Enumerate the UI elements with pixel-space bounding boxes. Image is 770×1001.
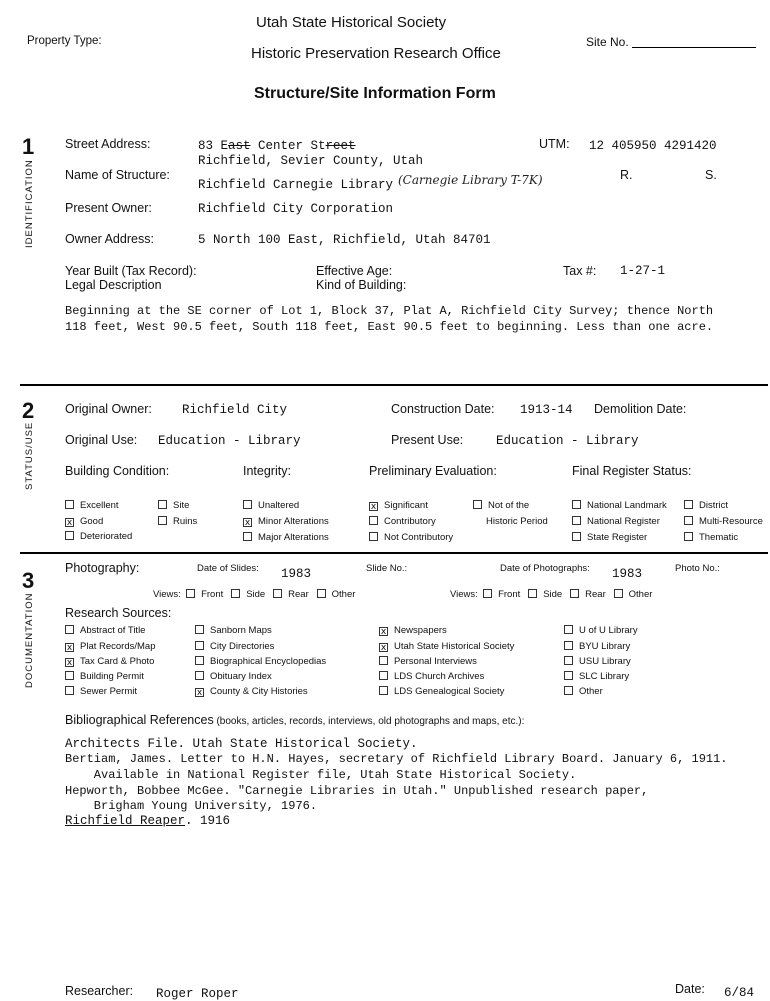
- src-newspapers[interactable]: x Newspapers: [380, 625, 447, 637]
- property-type-label: Property Type:: [27, 35, 102, 47]
- option-site[interactable]: Site: [158, 500, 189, 511]
- photos-views: [450, 589, 652, 600]
- src-abstract-of-title[interactable]: Abstract of Title: [65, 625, 145, 636]
- legal-description-line1: Beginning at the SE corner of Lot 1, Block 37, Plat A, Richfield City Survey; thence North: [65, 304, 714, 318]
- src-building-permit[interactable]: Building Permit: [65, 671, 144, 682]
- section-divider-2: [20, 552, 768, 554]
- src-uofu-library[interactable]: U of U Library: [564, 625, 638, 636]
- name-handwritten-note: (Carnegie Library T-7K): [398, 173, 543, 187]
- owner-address-label: Owner Address:: [65, 232, 154, 246]
- researcher-value: Roger Roper: [156, 987, 239, 1001]
- src-county-histories[interactable]: x County & City Histories: [196, 686, 308, 698]
- option-excellent[interactable]: Excellent: [65, 500, 119, 511]
- legal-description-label: Legal Description: [65, 278, 162, 292]
- name-of-structure-label: Name of Structure:: [65, 168, 170, 182]
- photo-no-label: Photo No.:: [675, 563, 720, 574]
- slides-view-side[interactable]: Side: [231, 589, 265, 600]
- src-tax-card[interactable]: x Tax Card & Photo: [66, 656, 155, 668]
- photos-view-other[interactable]: Other: [614, 589, 653, 600]
- src-sewer-permit[interactable]: Sewer Permit: [65, 686, 137, 697]
- present-owner-value: Richfield City Corporation: [198, 202, 394, 216]
- option-national-landmark[interactable]: National Landmark: [572, 500, 667, 511]
- src-sanborn-maps[interactable]: Sanborn Maps: [195, 625, 272, 636]
- src-ushs[interactable]: x Utah State Historical Society: [380, 641, 515, 653]
- option-historic-period-text: Historic Period: [486, 516, 548, 527]
- construction-date-label: Construction Date:: [391, 402, 495, 416]
- org-name: Utah State Historical Society: [256, 14, 447, 31]
- site-no: [586, 35, 756, 49]
- form-title: Structure/Site Information Form: [254, 85, 496, 102]
- section-3-tag: DOCUMENTATION: [24, 592, 35, 688]
- final-register-status-label: Final Register Status:: [572, 464, 692, 478]
- option-minor-alterations[interactable]: x Minor Alterations: [244, 516, 329, 528]
- src-other[interactable]: Other: [564, 686, 603, 697]
- option-not-of-historic-period[interactable]: Not of the: [473, 500, 529, 511]
- src-biographical[interactable]: Biographical Encyclopedias: [195, 656, 326, 667]
- option-multi-resource[interactable]: Multi-Resource: [684, 516, 763, 527]
- utm-value: 12 405950 4291420: [589, 139, 717, 153]
- utm-label: UTM:: [539, 137, 570, 151]
- date-of-photographs-label: Date of Photographs:: [500, 563, 590, 574]
- option-national-register[interactable]: National Register: [572, 516, 660, 527]
- present-use-label: Present Use:: [391, 433, 464, 447]
- section-1-number: 1: [22, 134, 35, 159]
- present-owner-label: Present Owner:: [65, 201, 152, 215]
- s-label: S.: [705, 168, 717, 182]
- photos-views-label: Views:: [450, 589, 478, 600]
- site-no-label: Site No.: [586, 35, 629, 49]
- present-use-value: Education - Library: [496, 434, 639, 448]
- researcher-label: Researcher:: [65, 984, 134, 998]
- original-owner-label: Original Owner:: [65, 402, 152, 416]
- site-no-blank[interactable]: [632, 35, 756, 48]
- option-state-register[interactable]: State Register: [572, 532, 647, 543]
- slides-views: [153, 589, 355, 600]
- date-label: Date:: [675, 982, 705, 996]
- src-lds-archives[interactable]: LDS Church Archives: [379, 671, 484, 682]
- bib-line-4: Hepworth, Bobbee McGee. "Carnegie Libraries in Utah." Unpublished research paper,: [65, 784, 649, 798]
- src-slc-library[interactable]: SLC Library: [564, 671, 629, 682]
- date-value: 6/84: [724, 986, 755, 1000]
- date-of-photographs-value: 1983: [612, 567, 643, 581]
- name-of-structure-value: Richfield Carnegie Library: [198, 178, 394, 192]
- date-of-slides-label: Date of Slides:: [197, 563, 259, 574]
- src-personal-interviews[interactable]: Personal Interviews: [379, 656, 477, 667]
- legal-description-line2: 118 feet, West 90.5 feet, South 118 feet, East 90.5 feet to beginning. Less than one acre.: [65, 320, 714, 334]
- slides-view-rear[interactable]: Rear: [273, 589, 309, 600]
- integrity-label: Integrity:: [243, 464, 291, 478]
- slide-no-label: Slide No.:: [366, 563, 408, 574]
- option-ruins[interactable]: Ruins: [158, 516, 197, 527]
- bibliographical-references-label: Bibliographical References (books, articles, records, interviews, old photographs and maps, etc.):: [65, 713, 525, 727]
- original-owner-value: Richfield City: [182, 403, 288, 417]
- owner-address-value: 5 North 100 East, Richfield, Utah 84701: [198, 233, 491, 247]
- street-address-label: Street Address:: [65, 137, 151, 151]
- option-major-alterations[interactable]: Major Alterations: [243, 532, 329, 543]
- bib-line-2: Bertiam, James. Letter to H.N. Hayes, secretary of Richfield Library Board. January 6, 1911.: [65, 752, 728, 766]
- src-obituary-index[interactable]: Obituary Index: [195, 671, 272, 682]
- photography-label: Photography:: [65, 561, 140, 575]
- section-1-tag: IDENTIFICATION: [24, 159, 35, 248]
- slides-views-label: Views:: [153, 589, 181, 600]
- photos-view-side[interactable]: Side: [528, 589, 562, 600]
- option-good[interactable]: x Good: [66, 516, 104, 528]
- option-unaltered[interactable]: Unaltered: [243, 500, 299, 511]
- original-use-label: Original Use:: [65, 433, 138, 447]
- option-district[interactable]: District: [684, 500, 728, 511]
- demolition-date-label: Demolition Date:: [594, 402, 687, 416]
- r-label: R.: [620, 168, 633, 182]
- date-of-slides-value: 1983: [281, 567, 312, 581]
- bib-line-3: Available in National Register file, Utah State Historical Society.: [65, 768, 577, 782]
- building-condition-label: Building Condition:: [65, 464, 170, 478]
- src-byu-library[interactable]: BYU Library: [564, 641, 630, 652]
- option-thematic[interactable]: Thematic: [684, 532, 738, 543]
- kind-of-building-label: Kind of Building:: [316, 278, 407, 292]
- option-significant[interactable]: x Significant: [370, 500, 428, 512]
- effective-age-label: Effective Age:: [316, 264, 393, 278]
- construction-date-value: 1913-14: [520, 403, 573, 417]
- street-address-value: 83 East Center Street: [198, 139, 356, 153]
- office-name: Historic Preservation Research Office: [251, 45, 501, 62]
- photos-view-front[interactable]: Front: [483, 589, 520, 600]
- slides-view-front[interactable]: Front: [186, 589, 223, 600]
- section-3-number: 3: [22, 568, 35, 593]
- bib-line-6: Richfield Reaper. 1916: [65, 814, 231, 828]
- section-2-number: 2: [22, 398, 35, 423]
- tax-number-value: 1-27-1: [620, 264, 666, 278]
- slides-view-other[interactable]: Other: [317, 589, 356, 600]
- bib-line-5: Brigham Young University, 1976.: [65, 799, 318, 813]
- option-contributory[interactable]: Contributory: [369, 516, 436, 527]
- tax-number-label: Tax #:: [563, 264, 597, 278]
- src-city-directories[interactable]: City Directories: [195, 641, 274, 652]
- option-not-contributory[interactable]: Not Contributory: [369, 532, 453, 543]
- section-2-tag: STATUS/USE: [24, 421, 35, 490]
- photos-view-rear[interactable]: Rear: [570, 589, 606, 600]
- preliminary-evaluation-label: Preliminary Evaluation:: [369, 464, 497, 478]
- src-plat-records[interactable]: x Plat Records/Map: [66, 641, 156, 653]
- section-divider-1: [20, 384, 768, 386]
- src-lds-genealogical[interactable]: LDS Genealogical Society: [379, 686, 504, 697]
- street-address-line2: Richfield, Sevier County, Utah: [198, 154, 424, 168]
- year-built-label: Year Built (Tax Record):: [65, 264, 197, 278]
- bib-line-1: Architects File. Utah State Historical Society.: [65, 737, 418, 751]
- src-usu-library[interactable]: USU Library: [564, 656, 631, 667]
- research-sources-label: Research Sources:: [65, 606, 172, 620]
- option-deteriorated[interactable]: Deteriorated: [65, 531, 132, 542]
- original-use-value: Education - Library: [158, 434, 301, 448]
